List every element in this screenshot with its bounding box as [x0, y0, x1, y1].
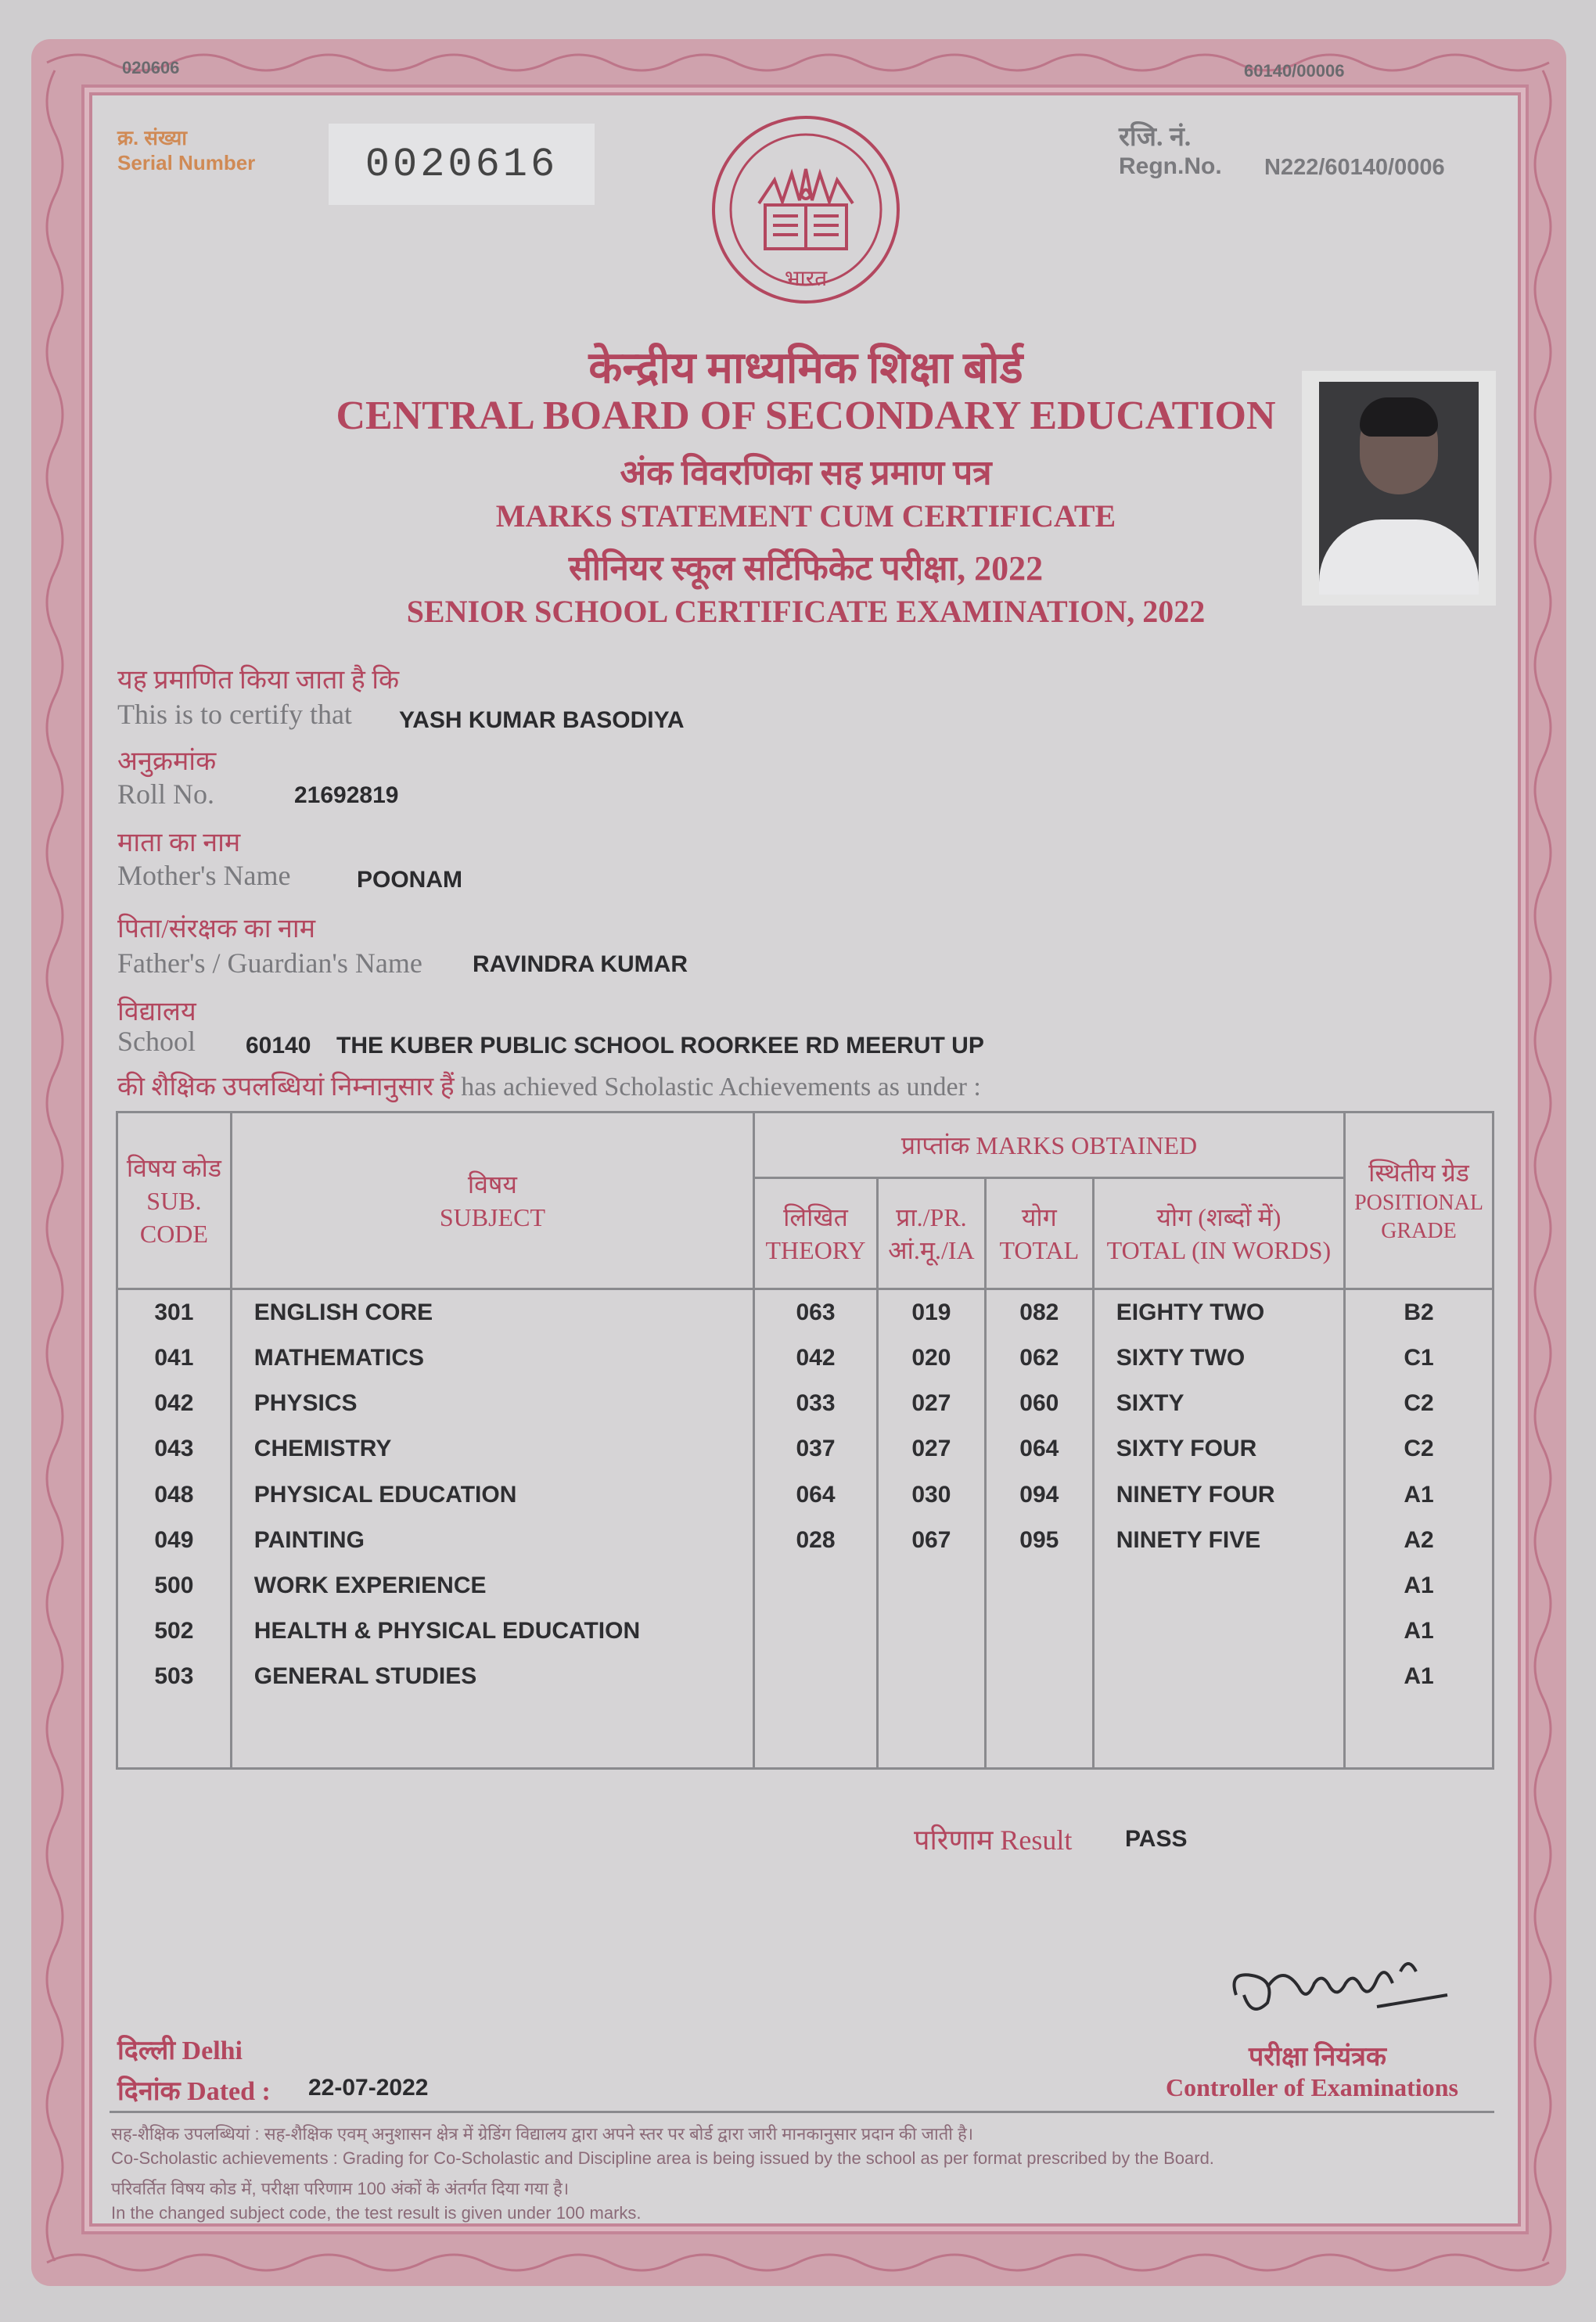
header-theory-en: THEORY	[765, 1235, 866, 1264]
table-row-empty	[117, 1699, 1494, 1768]
total-words: NINETY FOUR	[1093, 1472, 1344, 1518]
grade: A1	[1345, 1472, 1494, 1518]
board-title-hi: केन्द्रीय माध्यमिक शिक्षा बोर्ड	[588, 344, 1023, 393]
header-words	[1093, 1178, 1344, 1289]
header-grade-hi: स्थितीय ग्रेड	[1368, 1158, 1469, 1187]
school-label-en: School	[117, 1026, 196, 1057]
header-grade	[1345, 1112, 1494, 1289]
sub-code: 049	[117, 1518, 232, 1563]
header-subject-en: SUBJECT	[439, 1202, 545, 1231]
table-row	[117, 1289, 1494, 1336]
controller-signature	[1220, 1940, 1455, 2042]
total-words	[1093, 1654, 1344, 1699]
table-row	[117, 1335, 1494, 1381]
sub-code: 500	[117, 1563, 232, 1609]
sub-code: 503	[117, 1654, 232, 1699]
cbse-emblem-icon	[704, 110, 908, 321]
subject-name: WORK EXPERIENCE	[231, 1563, 753, 1609]
pr-marks: 030	[877, 1472, 985, 1518]
table-row	[117, 1563, 1494, 1609]
serial-top-right: 60140/00006	[1244, 61, 1345, 81]
subject-name: PHYSICAL EDUCATION	[231, 1472, 753, 1518]
total-marks: 064	[985, 1426, 1093, 1472]
achieved-line	[117, 1067, 981, 1103]
serial-label-en: Serial Number	[117, 151, 256, 174]
pr-marks: 020	[877, 1335, 985, 1381]
total-words	[1093, 1609, 1344, 1654]
grade: A1	[1345, 1563, 1494, 1609]
total-marks: 062	[985, 1335, 1093, 1381]
sub-code: 301	[117, 1289, 232, 1336]
header-words-hi: योग (शब्दों में)	[1156, 1202, 1281, 1231]
grade: A2	[1345, 1518, 1494, 1563]
marks-table	[116, 1111, 1494, 1770]
father-label-hi: पिता/संरक्षक का नाम	[117, 915, 316, 944]
header-sub-code	[117, 1112, 232, 1289]
pr-marks	[877, 1654, 985, 1699]
total-marks: 082	[985, 1289, 1093, 1336]
regn-value: N222/60140/0006	[1264, 155, 1445, 180]
roll-number: 21692819	[294, 782, 399, 808]
grade: C2	[1345, 1381, 1494, 1426]
exam-title-en: SENIOR SCHOOL CERTIFICATE EXAMINATION, 2022	[406, 594, 1206, 629]
certify-label-hi: यह प्रमाणित किया जाता है कि	[117, 666, 400, 695]
grade: C1	[1345, 1335, 1494, 1381]
total-words: SIXTY FOUR	[1093, 1426, 1344, 1472]
emblem-text: भारत	[784, 265, 828, 291]
total-marks	[985, 1609, 1093, 1654]
header-total-en: TOTAL	[999, 1235, 1080, 1264]
note-line-3: परिवर्तित विषय कोड में, परीक्षा परिणाम 100 अंकों के अंतर्गत दिया गया है।	[111, 2179, 570, 2198]
serial-number: 0020616	[329, 124, 595, 205]
grade: C2	[1345, 1426, 1494, 1472]
total-marks	[985, 1563, 1093, 1609]
sub-code: 502	[117, 1609, 232, 1654]
mother-label-hi: माता का नाम	[117, 829, 241, 857]
school-name: THE KUBER PUBLIC SCHOOL ROORKEE RD MEERUT UP	[336, 1033, 984, 1059]
total-marks: 094	[985, 1472, 1093, 1518]
mother-name: POONAM	[357, 867, 462, 893]
total-words: EIGHTY TWO	[1093, 1289, 1344, 1336]
theory-marks	[754, 1609, 878, 1654]
certify-label-en: This is to certify that	[117, 699, 352, 730]
total-marks: 095	[985, 1518, 1093, 1563]
subject-name: MATHEMATICS	[231, 1335, 753, 1381]
school-code: 60140	[246, 1033, 311, 1059]
sub-code: 043	[117, 1426, 232, 1472]
grade: B2	[1345, 1289, 1494, 1336]
doc-title-en: MARKS STATEMENT CUM CERTIFICATE	[495, 498, 1116, 534]
header-pr-en: आं.मू./IA	[888, 1235, 975, 1264]
controller-label-en: Controller of Examinations	[1166, 2073, 1458, 2101]
total-words	[1093, 1563, 1344, 1609]
dated-label: दिनांक Dated :	[117, 2077, 271, 2106]
note-line-1: सह-शैक्षिक उपलब्धियां : सह-शैक्षिक एवम् अनुशासन क्षेत्र में ग्रेडिंग विद्यालय द्वारा अपने स्तर पर बोर्ड द्वारा जारी मानकानुसार प्रदान की जाती है।	[111, 2124, 974, 2144]
table-row	[117, 1472, 1494, 1518]
theory-marks: 037	[754, 1426, 878, 1472]
subject-name: CHEMISTRY	[231, 1426, 753, 1472]
theory-marks	[754, 1563, 878, 1609]
doc-title-hi: अंक विवरणिका सह प्रमाण पत्र	[620, 454, 992, 492]
header-pr-hi: प्रा./PR.	[896, 1202, 967, 1231]
note-line-2: Co-Scholastic achievements : Grading for Co-Scholastic and Discipline area is being issued by the school as per format prescribed by the Board.	[111, 2148, 1214, 2168]
table-row	[117, 1518, 1494, 1563]
theory-marks	[754, 1654, 878, 1699]
pr-marks	[877, 1609, 985, 1654]
achieved-label-hi: की शैक्षिक उपलब्धियां निम्नानुसार हैं	[117, 1073, 455, 1102]
pr-marks: 067	[877, 1518, 985, 1563]
header-marks-obtained: प्राप्तांक MARKS OBTAINED	[754, 1112, 1345, 1178]
header-grade-en: POSITIONAL GRADE	[1354, 1190, 1483, 1243]
school-label-hi: विद्यालय	[117, 997, 196, 1026]
header-sub-code-en: SUB. CODE	[139, 1186, 208, 1248]
pr-marks: 027	[877, 1381, 985, 1426]
student-photo	[1319, 382, 1479, 595]
header-subject	[231, 1112, 753, 1289]
table-row	[117, 1381, 1494, 1426]
theory-marks: 033	[754, 1381, 878, 1426]
photo-frame	[1302, 371, 1496, 606]
result-label: परिणाम Result	[914, 1824, 1073, 1856]
subject-name: ENGLISH CORE	[231, 1289, 753, 1336]
subject-name: HEALTH & PHYSICAL EDUCATION	[231, 1609, 753, 1654]
controller-label-hi: परीक्षा नियंत्रक	[1249, 2043, 1386, 2072]
serial-label	[117, 125, 255, 175]
regn-label-hi: रजि. नं.	[1119, 123, 1192, 152]
table-row	[117, 1654, 1494, 1699]
serial-label-hi: क्र. संख्या	[117, 126, 188, 149]
theory-marks: 063	[754, 1289, 878, 1336]
sub-code: 048	[117, 1472, 232, 1518]
place: दिल्ली Delhi	[117, 2036, 243, 2065]
header-theory-hi: लिखित	[783, 1202, 848, 1231]
total-words: SIXTY TWO	[1093, 1335, 1344, 1381]
theory-marks: 042	[754, 1335, 878, 1381]
table-row	[117, 1426, 1494, 1472]
father-label-en: Father's / Guardian's Name	[117, 947, 422, 979]
header-sub-code-hi: विषय कोड	[126, 1153, 221, 1182]
mother-label-en: Mother's Name	[117, 860, 291, 891]
header-pr	[877, 1178, 985, 1289]
pr-marks: 019	[877, 1289, 985, 1336]
sub-code: 042	[117, 1381, 232, 1426]
student-name: YASH KUMAR BASODIYA	[399, 707, 685, 733]
roll-label-hi: अनुक्रमांक	[117, 747, 217, 776]
total-words: NINETY FIVE	[1093, 1518, 1344, 1563]
subject-name: PAINTING	[231, 1518, 753, 1563]
header-subject-hi: विषय	[467, 1170, 517, 1199]
header-total	[985, 1178, 1093, 1289]
table-row	[117, 1609, 1494, 1654]
serial-top-left: 020606	[122, 58, 180, 77]
note-line-4: In the changed subject code, the test result is given under 100 marks.	[111, 2203, 642, 2223]
board-title-en: CENTRAL BOARD OF SECONDARY EDUCATION	[336, 394, 1276, 438]
total-words: SIXTY	[1093, 1381, 1344, 1426]
grade: A1	[1345, 1609, 1494, 1654]
regn-label-en: Regn.No.	[1119, 153, 1222, 179]
theory-marks: 028	[754, 1518, 878, 1563]
theory-marks: 064	[754, 1472, 878, 1518]
total-marks: 060	[985, 1381, 1093, 1426]
roll-label-en: Roll No.	[117, 778, 215, 810]
result-value: PASS	[1125, 1826, 1188, 1852]
footer-divider	[110, 2111, 1494, 2113]
subject-name: PHYSICS	[231, 1381, 753, 1426]
achieved-label-en: has achieved Scholastic Achievements as under :	[461, 1073, 981, 1102]
dated-value: 22-07-2022	[308, 2075, 429, 2101]
header-total-hi: योग	[1021, 1202, 1057, 1231]
father-name: RAVINDRA KUMAR	[473, 951, 688, 977]
grade: A1	[1345, 1654, 1494, 1699]
header-words-en: TOTAL (IN WORDS)	[1106, 1235, 1332, 1264]
subject-name: GENERAL STUDIES	[231, 1654, 753, 1699]
header-theory	[754, 1178, 878, 1289]
sub-code: 041	[117, 1335, 232, 1381]
total-marks	[985, 1654, 1093, 1699]
pr-marks: 027	[877, 1426, 985, 1472]
pr-marks	[877, 1563, 985, 1609]
exam-title-hi: सीनियर स्कूल सर्टिफिकेट परीक्षा, 2022	[568, 549, 1044, 588]
